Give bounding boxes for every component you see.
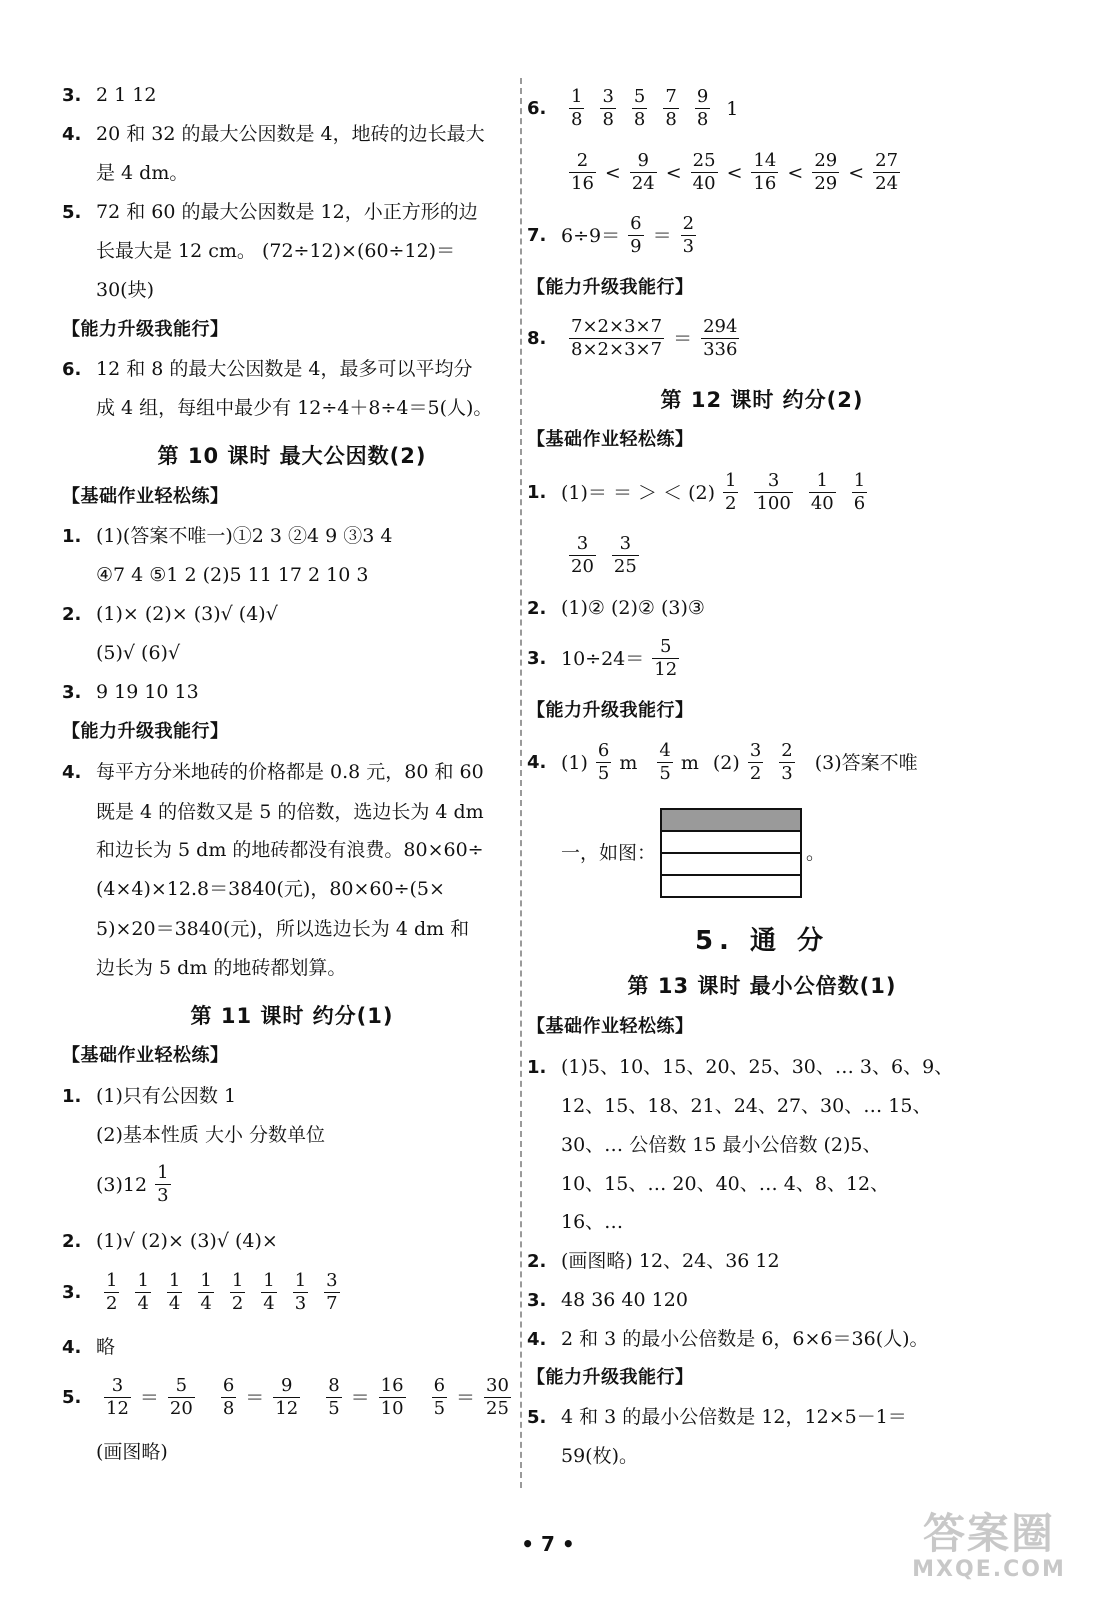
answer-line: 既是 4 的倍数又是 5 的倍数，选边长为 4 dm: [96, 801, 484, 823]
lesson-title: 第 12 课时 约分(2): [660, 388, 864, 412]
blank-strip: [662, 854, 800, 876]
answer-line: 1. (1)(答案不唯一)①2 3 ②4 9 ③3 4: [62, 525, 393, 547]
answer-line: 4. (1) $\frac{6}{5}$ m $\frac{4}{5}$ m (2) $\frac{3}{2}$ $\frac{2}{3}$ (3)答案不唯: [527, 740, 918, 784]
fraction: $\frac{3}{100}$: [756, 470, 791, 514]
fraction: $\frac{3}{25}$: [613, 533, 637, 577]
lesson-title: 第 10 课时 最大公因数(2): [157, 444, 427, 468]
answer-line: 16、…: [561, 1211, 624, 1233]
fraction: $\frac{14}{16}$: [753, 150, 777, 194]
answer-line: (4×4)×12.8＝3840(元)，80×60÷(5×: [96, 878, 445, 900]
answer-line: 3. 9 19 10 13: [62, 681, 199, 703]
answer-line: 3. 2 1 12: [62, 84, 157, 106]
answer-line: 5)×20＝3840(元)，所以选边长为 4 dm 和: [96, 918, 470, 940]
lesson-title: 第 13 课时 最小公倍数(1): [627, 974, 897, 998]
answer-line: 4. 2 和 3 的最小公倍数是 6，6×6＝36(人)。: [527, 1328, 929, 1350]
strip-diagram: [660, 808, 802, 898]
section-heading: 【基础作业轻松练】: [62, 1045, 229, 1066]
fraction: $\frac{9}{12}$: [275, 1375, 299, 1419]
fraction: $\frac{1}{6}$: [853, 470, 866, 514]
answer-line: 4. 20 和 32 的最大公因数是 4，地砖的边长最大: [62, 123, 485, 145]
fraction: $\frac{1}{2}$: [231, 1270, 244, 1314]
section-heading: 【能力升级我能行】: [527, 700, 694, 721]
section-heading: 【基础作业轻松练】: [62, 486, 229, 507]
answer-line: [527, 533, 647, 578]
answer-line: 6. $\frac{1}{8}$ $\frac{3}{8}$ $\frac{5}{8}$ $\frac{7}{8}$ $\frac{9}{8}$ 1: [527, 86, 739, 130]
answer-line: 1. (1)5、10、15、20、25、30、… 3、6、9、: [527, 1056, 954, 1078]
unit-title: 5. 通 分: [694, 926, 830, 956]
fraction: $\frac{30}{25}$: [486, 1375, 509, 1419]
fraction: $\frac{2}{16}$: [571, 150, 594, 194]
fraction: $\frac{3}{2}$: [749, 740, 762, 784]
answer-line: 2. (1)× (2)× (3)√ (4)√: [62, 603, 278, 625]
fraction: $\frac{3}{12}$: [106, 1375, 129, 1419]
answer-line: 1. (1)＝ ＝ ＞ ＜ (2) $\frac{1}{2}$ $\frac{3}{100}$ $\frac{1}{40}$ $\frac{1}{6}$: [527, 470, 866, 514]
answer-line: 2. (1)√ (2)× (3)√ (4)×: [62, 1230, 278, 1252]
fraction: $\frac{1}{3}$: [157, 1162, 169, 1206]
fraction: $\frac{7\times 2\times 3\times 7}{8\times 2\times 3\times 7}$: [571, 316, 663, 360]
fraction: $\frac{4}{5}$: [659, 740, 671, 784]
answer-line: 3. $\frac{1}{2}$ $\frac{1}{4}$ $\frac{1}{4}$ $\frac{1}{4}$ $\frac{1}{2}$ $\frac{1}{4}$ $\frac{1}{3}$ $\frac{3}{7}$: [62, 1270, 338, 1314]
fraction: $\frac{3}{20}$: [571, 533, 594, 577]
fraction: $\frac{1}{2}$: [106, 1270, 118, 1314]
watermark-logo: [900, 1502, 1078, 1592]
answer-line: 5. $\frac{3}{12}$ ＝ $\frac{5}{20}$ $\frac{6}{8}$ ＝ $\frac{9}{12}$ $\frac{8}{5}$ ＝ $\frac{16}{10}$ $\frac{6}{5}$ ＝ $\frac{30}{25}$: [62, 1375, 509, 1419]
answer-line: 6. 12 和 8 的最大公因数是 4，最多可以平均分: [62, 358, 473, 380]
answer-line: (2)基本性质 大小 分数单位: [96, 1124, 325, 1146]
column-divider: [520, 78, 522, 1488]
fraction: $\frac{1}{3}$: [294, 1270, 307, 1314]
answer-line: 长最大是 12 cm。 (72÷12)×(60÷12)＝: [96, 240, 456, 262]
answer-line: 是 4 dm。: [96, 162, 189, 184]
fraction: $\frac{6}{5}$: [433, 1375, 446, 1419]
answer-line: 2. (画图略) 12、24、36 12: [527, 1250, 780, 1272]
section-heading: 【能力升级我能行】: [62, 721, 229, 742]
answer-line: ④7 4 ⑤1 2 (2)5 11 17 2 10 3: [96, 564, 369, 586]
answer-line: 5. 72 和 60 的最大公因数是 12，小正方形的边: [62, 201, 478, 223]
answer-line: 边长为 5 dm 的地砖都划算。: [96, 957, 347, 979]
fraction: $\frac{1}{40}$: [810, 470, 834, 514]
fraction: $\frac{6}{8}$: [222, 1375, 235, 1419]
answer-line: 5. 4 和 3 的最小公倍数是 12，12×5－1＝: [527, 1406, 907, 1428]
watermark-text: 答案圈: [922, 1509, 1055, 1558]
section-heading: 【能力升级我能行】: [62, 319, 229, 340]
watermark-url: MXQE.COM: [912, 1557, 1066, 1582]
answer-line: (5)√ (6)√: [96, 642, 181, 664]
answer-line: 一，如图： 。: [527, 808, 825, 898]
section-heading: 【基础作业轻松练】: [527, 429, 694, 450]
answer-line: 3. 10÷24＝ $\frac{5}{12}$: [527, 636, 678, 680]
answer-line: (3)12 $\frac{1}{3}$: [96, 1162, 169, 1206]
fraction: $\frac{1}{8}$: [571, 86, 583, 130]
answer-line: 8. $\frac{7\times 2\times 3\times 7}{8\times 2\times 3\times 7}$ ＝ $\frac{294}{336}$: [527, 316, 738, 360]
fraction: $\frac{1}{4}$: [263, 1270, 275, 1314]
fraction: $\frac{1}{4}$: [200, 1270, 212, 1314]
page-number: • 7 •: [521, 1532, 575, 1556]
blank-strip: [662, 876, 800, 896]
fraction: $\frac{1}{4}$: [168, 1270, 181, 1314]
fraction: $\frac{25}{40}$: [692, 150, 716, 194]
answer-line: $\frac{2}{16}$ < $\frac{9}{24}$ < $\frac{25}{40}$ < $\frac{14}{16}$ < $\frac{29}{29}$ < $\frac{27}{24}$: [571, 150, 899, 194]
answer-line: 30(块): [96, 279, 155, 301]
fraction: $\frac{3}{8}$: [602, 86, 614, 130]
answer-line: 7. 6÷9＝ $\frac{6}{9}$ ＝ $\frac{2}{3}$: [527, 213, 695, 257]
section-heading: 【能力升级我能行】: [527, 1367, 694, 1388]
answer-line: 4. 略: [62, 1336, 116, 1358]
fraction: $\frac{5}{8}$: [633, 86, 646, 130]
fraction: $\frac{1}{2}$: [725, 470, 737, 514]
fraction: $\frac{5}{20}$: [169, 1375, 193, 1419]
fraction: $\frac{27}{24}$: [875, 150, 899, 194]
fraction: $\frac{8}{5}$: [328, 1375, 340, 1419]
answer-line: 59(枚)。: [561, 1445, 639, 1467]
fraction: $\frac{6}{9}$: [630, 213, 642, 257]
shaded-strip: [662, 810, 800, 832]
fraction: $\frac{294}{336}$: [703, 316, 738, 360]
answer-line: 2. (1)② (2)② (3)③: [527, 597, 705, 619]
fraction: $\frac{3}{7}$: [326, 1270, 338, 1314]
fraction: $\frac{7}{8}$: [665, 86, 677, 130]
fraction: $\frac{16}{10}$: [380, 1375, 404, 1419]
fraction: $\frac{29}{29}$: [814, 150, 838, 194]
fraction: $\frac{9}{8}$: [696, 86, 709, 130]
answer-line: 和边长为 5 dm 的地砖都没有浪费。80×60÷: [96, 839, 484, 861]
answer-line: 12、15、18、21、24、27、30、… 15、: [561, 1095, 932, 1117]
answer-line: 4. 每平方分米地砖的价格都是 0.8 元，80 和 60: [62, 761, 484, 783]
blank-strip: [662, 832, 800, 854]
answer-line: 成 4 组，每组中最少有 12÷4＋8÷4＝5(人)。: [96, 397, 493, 419]
answer-line: 3. 48 36 40 120: [527, 1289, 688, 1311]
section-heading: 【基础作业轻松练】: [527, 1016, 694, 1037]
answer-line: 10、15、… 20、40、… 4、8、12、: [561, 1173, 890, 1195]
fraction: $\frac{6}{5}$: [597, 740, 610, 784]
answer-line: 1. (1)只有公因数 1: [62, 1085, 237, 1107]
section-heading: 【能力升级我能行】: [527, 277, 694, 298]
lesson-title: 第 11 课时 约分(1): [190, 1004, 394, 1028]
fraction: $\frac{2}{3}$: [682, 213, 695, 257]
answer-line: (画图略): [96, 1441, 168, 1463]
fraction: $\frac{2}{3}$: [781, 740, 793, 784]
fraction: $\frac{9}{24}$: [631, 150, 655, 194]
fraction: $\frac{1}{4}$: [137, 1270, 149, 1314]
fraction: $\frac{5}{12}$: [654, 636, 678, 680]
answer-line: 30、… 公倍数 15 最小公倍数 (2)5、: [561, 1134, 882, 1156]
